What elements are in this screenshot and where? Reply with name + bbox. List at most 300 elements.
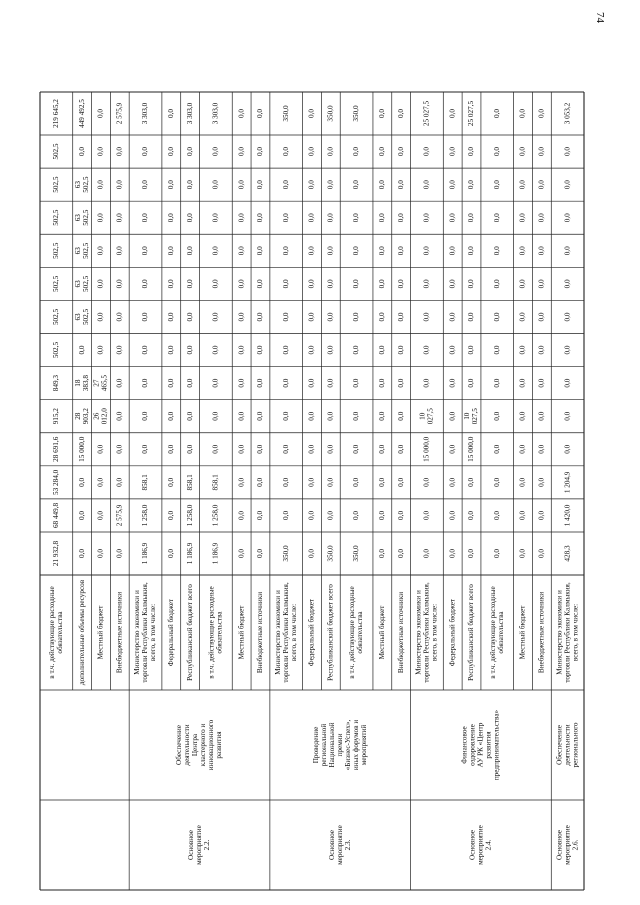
value-cell bbox=[115, 213, 123, 222]
value-cell bbox=[167, 109, 175, 118]
value-cell-text: 0,0 bbox=[237, 345, 246, 355]
value-cell bbox=[519, 378, 527, 387]
value-cell bbox=[378, 279, 386, 288]
value-cell-text: 0,0 bbox=[448, 109, 457, 118]
value-cell-text: 0,0 bbox=[378, 477, 387, 487]
value-cell-text: 1 204,9 bbox=[563, 471, 572, 494]
row-label-line: Республиканский бюджет всего bbox=[467, 584, 476, 681]
value-cell-line: 10 bbox=[418, 412, 427, 420]
value-cell bbox=[237, 477, 245, 486]
value-cell bbox=[282, 545, 290, 562]
value-cell-text: 0,0 bbox=[537, 279, 546, 289]
row-label-line: Федеральный бюджет bbox=[307, 598, 316, 667]
value-cell-text: 0,0 bbox=[281, 444, 290, 454]
value-cell bbox=[519, 213, 527, 222]
row-label-line: Министерство экономики и bbox=[414, 590, 423, 675]
value-cell-text: 0,0 bbox=[563, 147, 572, 157]
value-cell-text: 0,0 bbox=[492, 378, 501, 388]
value-cell-line: 63 bbox=[73, 247, 82, 255]
value-cell-text: 0,0 bbox=[326, 510, 335, 520]
value-cell bbox=[167, 312, 175, 321]
value-cell bbox=[186, 213, 194, 222]
value-cell-text: 0,0 bbox=[256, 411, 265, 421]
value-cell-text: 0,0 bbox=[326, 180, 335, 190]
row-label-line: Внебюджетные источники bbox=[396, 591, 405, 674]
row-label bbox=[167, 598, 175, 666]
value-cell-text: 1 258,0 bbox=[185, 504, 194, 527]
value-cell bbox=[352, 105, 360, 122]
value-cell bbox=[326, 411, 334, 420]
value-cell bbox=[212, 542, 220, 564]
value-cell bbox=[78, 477, 86, 486]
value-cell-text: 0,0 bbox=[537, 411, 546, 421]
value-cell bbox=[141, 444, 149, 453]
value-cell bbox=[308, 345, 316, 354]
value-cell-text: 0,0 bbox=[115, 147, 124, 157]
value-cell-text: 0,0 bbox=[141, 378, 150, 388]
value-cell bbox=[467, 436, 475, 462]
value-cell-text: 0,0 bbox=[492, 213, 501, 223]
value-cell bbox=[256, 246, 264, 255]
value-cell-text: 0,0 bbox=[467, 147, 476, 157]
value-cell-text: 0,0 bbox=[422, 378, 431, 388]
value-cell-text: 0,0 bbox=[185, 279, 194, 289]
value-cell-text: 0,0 bbox=[396, 279, 405, 289]
value-cell-text: 0,0 bbox=[563, 279, 572, 289]
value-cell-text: 1 258,0 bbox=[141, 504, 150, 527]
value-cell bbox=[256, 444, 264, 453]
value-cell-text: 0,0 bbox=[211, 312, 220, 322]
value-cell bbox=[326, 477, 334, 486]
value-cell bbox=[563, 471, 571, 493]
row-label bbox=[48, 586, 64, 678]
value-cell bbox=[352, 213, 360, 222]
value-cell bbox=[448, 312, 456, 321]
value-cell bbox=[519, 477, 527, 486]
activity-group-line: мероприятие bbox=[563, 825, 572, 865]
value-cell-text: 0,0 bbox=[211, 378, 220, 388]
value-cell-line: 63 bbox=[73, 280, 82, 288]
value-cell-text: 0,0 bbox=[281, 279, 290, 289]
activity-group-line: Основное bbox=[327, 830, 336, 860]
value-cell-line: 012,0 bbox=[100, 408, 109, 425]
value-cell bbox=[115, 312, 123, 321]
row-label bbox=[326, 584, 334, 681]
row-label bbox=[308, 598, 316, 666]
activity-group-line: 2.2. bbox=[203, 839, 212, 851]
value-cell-text: 0,0 bbox=[396, 345, 405, 355]
value-cell-text: 0,0 bbox=[518, 246, 527, 256]
value-cell-text: 0,0 bbox=[396, 549, 405, 558]
value-cell-text: 0,0 bbox=[422, 345, 431, 355]
activity-description-line: Финансовое bbox=[460, 726, 469, 764]
value-cell-text: 0,0 bbox=[518, 312, 527, 322]
value-cell bbox=[423, 549, 431, 558]
value-cell-text: 0,0 bbox=[96, 279, 105, 289]
value-cell-text: 15 000,0 bbox=[77, 436, 86, 462]
value-cell bbox=[519, 511, 527, 520]
value-cell-text: 0,0 bbox=[352, 345, 361, 355]
value-cell bbox=[78, 549, 86, 558]
value-cell-text: 0,0 bbox=[422, 312, 431, 322]
value-cell-text: 350,0 bbox=[326, 545, 335, 562]
value-cell-text: 0,0 bbox=[141, 312, 150, 322]
value-cell bbox=[308, 246, 316, 255]
value-cell-text: 502,5 bbox=[52, 143, 61, 160]
value-cell bbox=[237, 147, 245, 156]
value-cell-text: 0,0 bbox=[448, 378, 457, 388]
value-cell-text: 0,0 bbox=[185, 147, 194, 157]
value-cell-text: 0,0 bbox=[378, 378, 387, 388]
value-cell bbox=[52, 541, 60, 567]
activity-group-line: Основное bbox=[468, 830, 477, 860]
row-label-line: Внебюджетные источники bbox=[256, 591, 265, 674]
value-cell bbox=[326, 511, 334, 520]
value-cell bbox=[563, 102, 571, 124]
value-cell-text: 0,0 bbox=[492, 279, 501, 289]
value-cell-text: 0,0 bbox=[166, 444, 175, 454]
value-cell-text: 0,0 bbox=[96, 147, 105, 157]
row-label bbox=[115, 592, 123, 673]
value-cell-text: 502,5 bbox=[52, 308, 61, 326]
value-cell bbox=[423, 477, 431, 486]
value-cell-text: 0,0 bbox=[448, 477, 457, 487]
value-cell bbox=[141, 474, 149, 491]
value-cell bbox=[237, 279, 245, 288]
value-cell bbox=[563, 504, 571, 526]
value-cell-text: 0,0 bbox=[256, 510, 265, 520]
value-cell bbox=[538, 246, 546, 255]
row-label-line: в т.ч. действующие расходные bbox=[488, 586, 497, 679]
value-cell bbox=[52, 176, 60, 193]
value-cell bbox=[186, 504, 194, 526]
value-cell-text: 0,0 bbox=[115, 549, 124, 558]
value-cell bbox=[212, 474, 220, 491]
value-cell bbox=[448, 511, 456, 520]
value-cell bbox=[141, 312, 149, 321]
value-cell bbox=[493, 345, 501, 354]
table-cells bbox=[48, 99, 579, 865]
value-cell bbox=[397, 549, 405, 558]
value-cell-text: 0,0 bbox=[237, 477, 246, 487]
value-cell-text: 0,0 bbox=[537, 345, 546, 355]
value-cell bbox=[97, 477, 105, 486]
value-cell bbox=[563, 180, 571, 189]
value-cell bbox=[256, 477, 264, 486]
value-cell-text: 0,0 bbox=[326, 345, 335, 355]
row-label-line: Местный бюджет bbox=[96, 605, 105, 660]
value-cell-text: 0,0 bbox=[352, 444, 361, 454]
value-cell bbox=[97, 180, 105, 189]
value-cell-text: 0,0 bbox=[256, 279, 265, 289]
value-cell bbox=[237, 444, 245, 453]
value-cell bbox=[493, 411, 501, 420]
row-label-line: обязательства bbox=[356, 611, 365, 654]
value-cell bbox=[493, 180, 501, 189]
value-cell-line: 465,5 bbox=[100, 375, 109, 392]
value-cell-text: 28 691,6 bbox=[52, 436, 61, 462]
value-cell bbox=[423, 279, 431, 288]
value-cell bbox=[397, 312, 405, 321]
value-cell-text: 0,0 bbox=[537, 510, 546, 520]
value-cell bbox=[167, 444, 175, 453]
value-cell bbox=[186, 345, 194, 354]
value-cell bbox=[378, 213, 386, 222]
value-cell-text: 0,0 bbox=[281, 213, 290, 223]
value-cell-text: 0,0 bbox=[518, 109, 527, 118]
value-cell bbox=[308, 109, 316, 118]
value-cell bbox=[397, 378, 405, 387]
value-cell bbox=[448, 477, 456, 486]
activity-description-line: Центра bbox=[191, 733, 200, 757]
value-cell bbox=[538, 147, 546, 156]
value-cell-text: 0,0 bbox=[281, 477, 290, 487]
value-cell-text: 0,0 bbox=[378, 109, 387, 118]
value-cell bbox=[78, 147, 86, 156]
value-cell bbox=[519, 549, 527, 558]
row-label-line: Местный бюджет bbox=[237, 605, 246, 660]
value-cell-text: 0,0 bbox=[185, 312, 194, 322]
value-cell-text: 0,0 bbox=[396, 411, 405, 421]
value-cell bbox=[563, 213, 571, 222]
activity-description bbox=[461, 709, 501, 780]
value-cell bbox=[308, 511, 316, 520]
activity-description-line: Обеспечение bbox=[555, 725, 564, 765]
value-cell-text: 0,0 bbox=[237, 147, 246, 157]
value-cell-text: 0,0 bbox=[256, 345, 265, 355]
value-cell bbox=[74, 375, 90, 392]
value-cell bbox=[282, 444, 290, 453]
value-cell bbox=[378, 444, 386, 453]
value-cell bbox=[93, 375, 109, 392]
value-cell bbox=[538, 378, 546, 387]
activity-description bbox=[312, 720, 368, 771]
value-cell bbox=[256, 147, 264, 156]
value-cell bbox=[467, 378, 475, 387]
row-label bbox=[348, 586, 364, 678]
value-cell-text: 0,0 bbox=[492, 109, 501, 118]
value-cell-text: 0,0 bbox=[563, 378, 572, 388]
value-cell-text: 0,0 bbox=[378, 549, 387, 558]
value-cell-text: 0,0 bbox=[211, 246, 220, 256]
value-cell-text: 0,0 bbox=[307, 477, 316, 487]
value-cell bbox=[167, 246, 175, 255]
value-cell bbox=[308, 411, 316, 420]
value-cell-text: 0,0 bbox=[115, 345, 124, 355]
value-cell bbox=[97, 345, 105, 354]
value-cell-text: 0,0 bbox=[492, 510, 501, 520]
value-cell-text: 0,0 bbox=[467, 246, 476, 256]
row-label bbox=[256, 592, 264, 673]
value-cell-text: 0,0 bbox=[422, 180, 431, 190]
value-cell-text: 0,0 bbox=[141, 147, 150, 157]
value-cell bbox=[256, 109, 264, 118]
value-cell-text: 0,0 bbox=[492, 411, 501, 421]
value-cell bbox=[352, 246, 360, 255]
value-cell bbox=[352, 545, 360, 562]
value-cell-text: 0,0 bbox=[166, 312, 175, 322]
value-cell-text: 0,0 bbox=[237, 213, 246, 223]
value-cell bbox=[212, 345, 220, 354]
value-cell-text: 0,0 bbox=[237, 246, 246, 256]
value-cell-text: 0,0 bbox=[281, 378, 290, 388]
activity-group-line: Основное bbox=[555, 830, 564, 860]
activity-description-line: инновационного bbox=[207, 719, 216, 771]
value-cell-text: 0,0 bbox=[166, 549, 175, 558]
value-cell-text: 0,0 bbox=[352, 378, 361, 388]
value-cell bbox=[186, 102, 194, 124]
value-cell bbox=[282, 378, 290, 387]
value-cell bbox=[186, 246, 194, 255]
value-cell bbox=[97, 109, 105, 118]
value-cell-text: 0,0 bbox=[396, 510, 405, 520]
value-cell-text: 0,0 bbox=[537, 549, 546, 558]
value-cell bbox=[419, 408, 435, 425]
value-cell bbox=[467, 477, 475, 486]
value-cell bbox=[237, 378, 245, 387]
value-cell-text: 0,0 bbox=[326, 279, 335, 289]
value-cell bbox=[212, 378, 220, 387]
value-cell-text: 15 000,0 bbox=[467, 436, 476, 462]
value-cell bbox=[237, 549, 245, 558]
value-cell-text: 0,0 bbox=[77, 345, 86, 355]
row-label bbox=[415, 582, 439, 683]
value-cell-text: 0,0 bbox=[537, 378, 546, 388]
value-cell-text: 0,0 bbox=[166, 180, 175, 190]
row-label-line: торговли Республики Калмыкия, bbox=[563, 582, 572, 683]
value-cell-text: 0,0 bbox=[563, 312, 572, 322]
value-cell bbox=[467, 549, 475, 558]
value-cell bbox=[115, 504, 123, 526]
value-cell bbox=[326, 246, 334, 255]
value-cell bbox=[538, 477, 546, 486]
value-cell bbox=[467, 511, 475, 520]
value-cell bbox=[186, 378, 194, 387]
value-cell bbox=[397, 511, 405, 520]
value-cell-text: 0,0 bbox=[185, 345, 194, 355]
value-cell bbox=[212, 444, 220, 453]
value-cell bbox=[448, 109, 456, 118]
value-cell bbox=[74, 242, 90, 259]
value-cell-text: 0,0 bbox=[326, 147, 335, 157]
value-cell bbox=[308, 180, 316, 189]
row-label-line: обязательства bbox=[56, 611, 65, 654]
value-cell-text: 0,0 bbox=[352, 411, 361, 421]
value-cell bbox=[186, 411, 194, 420]
value-cell bbox=[282, 105, 290, 122]
value-cell-text: 0,0 bbox=[378, 510, 387, 520]
value-cell-text: 0,0 bbox=[115, 444, 124, 454]
row-label-line: Республиканский бюджет всего bbox=[326, 584, 335, 681]
value-cell-text: 0,0 bbox=[307, 345, 316, 355]
value-cell bbox=[423, 378, 431, 387]
value-cell-text: 0,0 bbox=[237, 279, 246, 289]
value-cell bbox=[52, 99, 60, 128]
value-cell bbox=[538, 549, 546, 558]
value-cell bbox=[397, 147, 405, 156]
value-cell bbox=[52, 275, 60, 292]
value-cell-text: 0,0 bbox=[448, 510, 457, 520]
value-cell-text: 0,0 bbox=[378, 147, 387, 157]
table-grid bbox=[40, 92, 584, 890]
value-cell-text: 0,0 bbox=[237, 378, 246, 388]
activity-group bbox=[328, 825, 352, 865]
value-cell bbox=[74, 408, 90, 425]
value-cell-text: 0,0 bbox=[141, 213, 150, 223]
value-cell-text: 0,0 bbox=[185, 444, 194, 454]
value-cell bbox=[141, 147, 149, 156]
value-cell bbox=[538, 511, 546, 520]
value-cell bbox=[326, 213, 334, 222]
value-cell bbox=[93, 408, 109, 425]
value-cell bbox=[378, 345, 386, 354]
value-cell-text: 0,0 bbox=[396, 213, 405, 223]
value-cell bbox=[352, 279, 360, 288]
value-cell-text: 0,0 bbox=[352, 477, 361, 487]
value-cell-text: 0,0 bbox=[326, 246, 335, 256]
value-cell bbox=[97, 147, 105, 156]
value-cell-text: 0,0 bbox=[467, 510, 476, 520]
value-cell-text: 0,0 bbox=[537, 477, 546, 487]
value-cell-text: 0,0 bbox=[115, 312, 124, 322]
value-cell bbox=[397, 477, 405, 486]
value-cell-line: 10 bbox=[463, 412, 472, 420]
value-cell bbox=[493, 279, 501, 288]
row-label-line: Министерство экономики и bbox=[555, 590, 564, 675]
value-cell bbox=[308, 549, 316, 558]
row-label-line: Внебюджетные источники bbox=[537, 591, 546, 674]
row-label bbox=[538, 592, 546, 673]
value-cell bbox=[378, 246, 386, 255]
row-label bbox=[78, 579, 86, 685]
value-cell bbox=[519, 411, 527, 420]
value-cell bbox=[448, 378, 456, 387]
value-cell bbox=[467, 312, 475, 321]
value-cell bbox=[186, 312, 194, 321]
value-cell-text: 0,0 bbox=[211, 411, 220, 421]
value-cell bbox=[352, 180, 360, 189]
activity-group-line: мероприятие bbox=[476, 825, 485, 865]
value-cell-text: 0,0 bbox=[518, 510, 527, 520]
value-cell bbox=[282, 511, 290, 520]
row-label-line: обязательства bbox=[215, 611, 224, 654]
value-cell bbox=[115, 549, 123, 558]
value-cell-text: 0,0 bbox=[352, 312, 361, 322]
value-cell bbox=[397, 109, 405, 118]
value-cell-text: 915,2 bbox=[52, 408, 61, 425]
value-cell bbox=[423, 246, 431, 255]
value-cell bbox=[467, 213, 475, 222]
value-cell-text: 0,0 bbox=[166, 213, 175, 223]
value-cell-text: 0,0 bbox=[492, 549, 501, 558]
value-cell-text: 3 303,0 bbox=[141, 102, 150, 125]
value-cell-text: 502,5 bbox=[52, 176, 61, 193]
value-cell-text: 0,0 bbox=[518, 279, 527, 289]
value-cell-text: 0,0 bbox=[492, 312, 501, 322]
value-cell-line: 63 bbox=[73, 181, 82, 189]
activity-description-line: мероприятий bbox=[359, 724, 368, 766]
row-label-line: всего, в том числе: bbox=[149, 603, 158, 662]
value-cell bbox=[352, 147, 360, 156]
row-label bbox=[274, 582, 298, 683]
activity-description-line: оздоровление bbox=[468, 724, 477, 766]
value-cell bbox=[448, 411, 456, 420]
value-cell-text: 0,0 bbox=[448, 180, 457, 190]
activity-description-line: Проведение bbox=[311, 726, 320, 764]
value-cell bbox=[519, 345, 527, 354]
value-cell-text: 0,0 bbox=[396, 109, 405, 118]
activity-description-line: деятельности bbox=[183, 724, 192, 766]
